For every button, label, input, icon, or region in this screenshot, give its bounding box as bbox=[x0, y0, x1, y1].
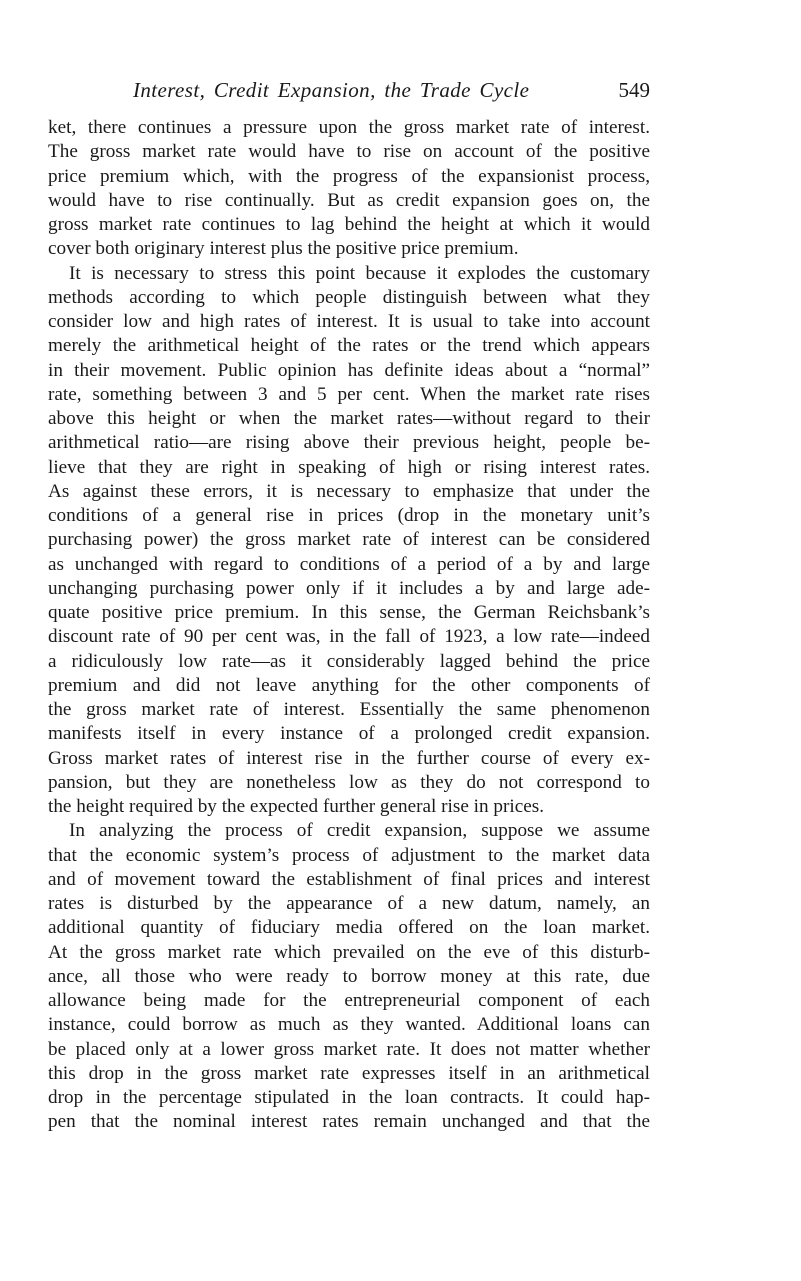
text-line: manifests itself in every instance of a prolonged credit expansion. bbox=[48, 723, 650, 745]
text-line: premium and did not leave anything for the other components of bbox=[48, 674, 650, 696]
text-line: lieve that they are right in speaking of high or rising interest rates. bbox=[48, 456, 650, 478]
text-line: a ridiculously low rate—as it considerably lagged behind the price bbox=[48, 650, 650, 672]
text-line: merely the arithmetical height of the rates or the trend which appears bbox=[48, 335, 650, 357]
text-line: discount rate of 90 per cent was, in the fall of 1923, a low rate—indeed bbox=[48, 626, 650, 648]
text-line: drop in the percentage stipulated in the loan contracts. It could hap- bbox=[48, 1087, 650, 1108]
text-line: As against these errors, it is necessary to emphasize that under the bbox=[48, 480, 650, 502]
text-line: rates is disturbed by the appearance of a new datum, namely, an bbox=[48, 893, 650, 914]
text-line: At the gross market rate which prevailed on the eve of this disturb- bbox=[48, 941, 650, 963]
text-line: pen that the nominal interest rates remain unchanged and that the bbox=[48, 1111, 650, 1133]
page-number: 549 bbox=[618, 78, 650, 102]
text-line: allowance being made for the entrepreneurial component of each bbox=[48, 990, 650, 1011]
text-line: that the economic system’s process of adjustment to the market data bbox=[48, 844, 650, 866]
text-line: purchasing power) the gross market rate of interest can be considered bbox=[48, 529, 650, 551]
text-line: unchanging purchasing power only if it includes a by and large ade- bbox=[48, 577, 650, 599]
text-line: instance, could borrow as much as they wanted. Additional loans can bbox=[48, 1014, 650, 1036]
text-line: and of movement toward the establishment of final prices and interest bbox=[48, 868, 650, 890]
text-line: methods according to which people distinguish between what they bbox=[48, 286, 650, 308]
paragraph bbox=[48, 262, 650, 820]
text-line: arithmetical ratio—are rising above their previous height, people be- bbox=[48, 432, 650, 454]
text-line: cover both originary interest plus the positive price premium. bbox=[48, 238, 519, 260]
text-line: gross market rate continues to lag behind the height at which it would bbox=[48, 214, 650, 235]
text-line: would have to rise continually. But as credit expansion goes on, the bbox=[48, 189, 650, 211]
running-head-title: Interest, Credit Expansion, the Trade Cycle bbox=[133, 78, 530, 102]
paragraph bbox=[48, 819, 650, 1134]
text-line: the gross market rate of interest. Essentially the same phenomenon bbox=[48, 699, 650, 720]
text-line: the height required by the expected further general rise in prices. bbox=[48, 796, 544, 817]
text-line: The gross market rate would have to rise on account of the positive bbox=[48, 141, 650, 163]
paragraph bbox=[48, 116, 650, 262]
text-line: pansion, but they are nonetheless low as they do not correspond to bbox=[48, 771, 650, 793]
body-text bbox=[48, 116, 650, 1135]
text-line: ket, there continues a pressure upon the gross market rate of interest. bbox=[48, 117, 650, 138]
text-line: this drop in the gross market rate expresses itself in an arithmetical bbox=[48, 1062, 650, 1084]
text-line: In analyzing the process of credit expansion, suppose we assume bbox=[69, 820, 650, 842]
text-line: above this height or when the market rates—without regard to their bbox=[48, 408, 650, 429]
text-line: be placed only at a lower gross market rate. It does not matter whether bbox=[48, 1038, 650, 1060]
text-line: Gross market rates of interest rise in the further course of every ex- bbox=[48, 747, 650, 769]
text-line: It is necessary to stress this point because it explodes the customary bbox=[69, 262, 650, 284]
text-line: as unchanged with regard to conditions of a period of a by and large bbox=[48, 553, 650, 575]
text-line: consider low and high rates of interest. It is usual to take into account bbox=[48, 311, 650, 332]
text-line: conditions of a general rise in prices (drop in the monetary unit’s bbox=[48, 505, 650, 526]
text-line: additional quantity of fiduciary media offered on the loan market. bbox=[48, 917, 650, 939]
text-line: in their movement. Public opinion has definite ideas about a “normal” bbox=[48, 359, 650, 381]
text-line: ance, all those who were ready to borrow money at this rate, due bbox=[48, 965, 650, 987]
text-line: price premium which, with the progress of the expansionist process, bbox=[48, 165, 650, 187]
text-line: quate positive price premium. In this sense, the German Reichsbank’s bbox=[48, 602, 650, 623]
text-line: rate, something between 3 and 5 per cent. When the market rate rises bbox=[48, 383, 650, 405]
running-head bbox=[133, 78, 650, 106]
